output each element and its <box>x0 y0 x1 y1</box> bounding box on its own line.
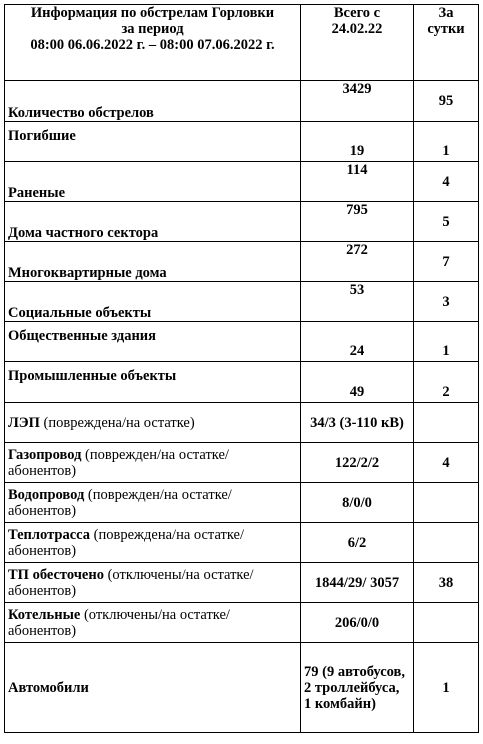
table-row <box>5 523 479 563</box>
row-label: Промышленные объекты <box>5 362 301 403</box>
table-row <box>5 443 479 483</box>
row-total: 34/3 (3-110 кВ) <box>301 403 414 443</box>
row-total: 272 <box>301 242 414 282</box>
table-row <box>5 282 479 322</box>
row-day: 5 <box>414 202 479 242</box>
row-day <box>414 523 479 563</box>
row-day: 95 <box>414 81 479 122</box>
row-total: 19 <box>301 122 414 162</box>
row-day: 7 <box>414 242 479 282</box>
table-row <box>5 81 479 122</box>
table-row <box>5 403 479 443</box>
row-label: Теплотрасса (повреждена/на остатке/абонентов) <box>5 523 301 563</box>
row-day: 4 <box>414 443 479 483</box>
row-label: Автомобили <box>5 643 301 733</box>
row-total: 24 <box>301 322 414 362</box>
row-day: 2 <box>414 362 479 403</box>
row-label: Социальные объекты <box>5 282 301 322</box>
row-label: Количество обстрелов <box>5 81 301 122</box>
row-label: Многоквартирные дома <box>5 242 301 282</box>
row-total: 795 <box>301 202 414 242</box>
row-total: 6/2 <box>301 523 414 563</box>
row-total: 8/0/0 <box>301 483 414 523</box>
row-label: Погибшие <box>5 122 301 162</box>
row-total: 79 (9 автобусов, 2 троллейбуса, 1 комбайн) <box>301 643 414 733</box>
column-header-day: За сутки <box>414 5 479 81</box>
row-label: Раненые <box>5 162 301 202</box>
table-row <box>5 162 479 202</box>
row-label: ТП обесточено (отключены/на остатке/абонентов) <box>5 563 301 603</box>
table-row <box>5 563 479 603</box>
row-total: 49 <box>301 362 414 403</box>
title-line-2: за период <box>121 21 184 37</box>
row-total: 3429 <box>301 81 414 122</box>
row-day: 4 <box>414 162 479 202</box>
column-header-total: Всего с 24.02.22 <box>301 5 414 81</box>
report-title <box>5 5 301 81</box>
row-day <box>414 603 479 643</box>
title-line-1: Информация по обстрелам Горловки <box>30 5 275 21</box>
row-day: 1 <box>414 643 479 733</box>
table-row <box>5 242 479 282</box>
table-row <box>5 122 479 162</box>
row-label: Водопровод (поврежден/на остатке/абонентов) <box>5 483 301 523</box>
row-label: Газопровод (поврежден/на остатке/абонентов) <box>5 443 301 483</box>
table-row <box>5 603 479 643</box>
row-total: 114 <box>301 162 414 202</box>
row-total: 206/0/0 <box>301 603 414 643</box>
row-label: Общественные здания <box>5 322 301 362</box>
row-total: 1844/29/ 3057 <box>301 563 414 603</box>
row-total: 122/2/2 <box>301 443 414 483</box>
row-day: 1 <box>414 122 479 162</box>
table-row <box>5 362 479 403</box>
shelling-report-table <box>4 4 479 733</box>
table-row <box>5 202 479 242</box>
table-row <box>5 322 479 362</box>
row-label: Котельные (отключены/на остатке/абонентов) <box>5 603 301 643</box>
row-label: Дома частного сектора <box>5 202 301 242</box>
row-day: 3 <box>414 282 479 322</box>
table-row <box>5 643 479 733</box>
row-day: 38 <box>414 563 479 603</box>
row-label: ЛЭП (повреждена/на остатке) <box>5 403 301 443</box>
title-line-3: 08:00 06.06.2022 г. – 08:00 07.06.2022 г. <box>30 37 275 53</box>
row-day: 1 <box>414 322 479 362</box>
row-day <box>414 483 479 523</box>
row-day <box>414 403 479 443</box>
header-row <box>5 5 479 81</box>
row-total: 53 <box>301 282 414 322</box>
table-row <box>5 483 479 523</box>
